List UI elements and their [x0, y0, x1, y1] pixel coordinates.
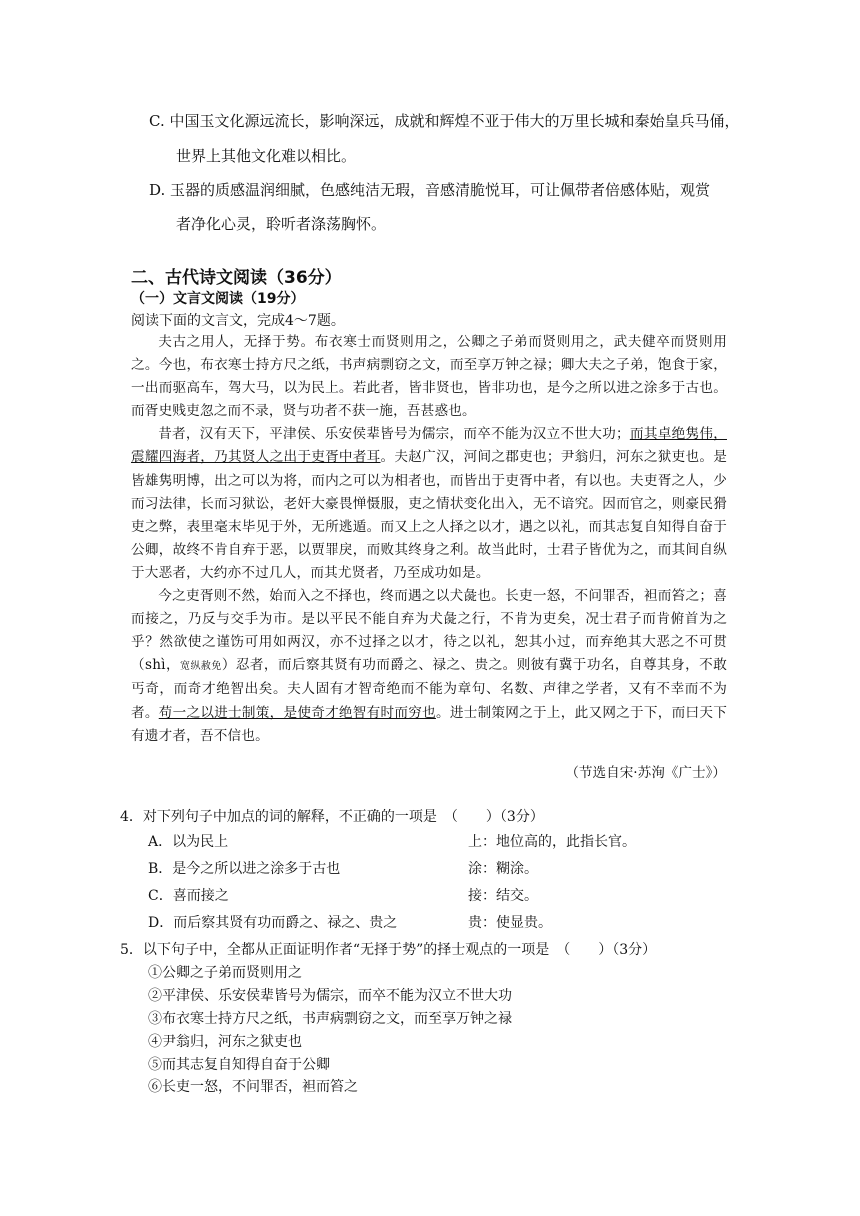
q4-option-d-explanation: 贵：使显贵。: [468, 915, 552, 931]
question-5-stem: 5．以下句子中，全都从正面证明作者“无择于势”的择士观点的一项是 （ ）（3分）: [120, 942, 657, 958]
q5-item: ⑥长吏一怒，不问罪否，袒而笞之: [148, 1079, 358, 1095]
p2-underlined-sentence: 而其卓绝隽伟，震耀四海者，乃其贤人之出于吏胥中者耳: [131, 426, 727, 466]
option-d-line1: D. 玉器的质感温润细腻，色感纯洁无瑕，音感清脆悦耳，可让佩带者倍感体贴，观赏: [149, 181, 711, 199]
q5-item: ①公卿之子弟而贤则用之: [148, 965, 302, 981]
p2-text-a: 昔者，汉有天下，平津侯、乐安侯辈皆号为儒宗，而卒不能为汉立不世大功；: [158, 426, 630, 443]
option-c-line1: C. 中国玉文化源远流长，影响深远，成就和辉煌不亚于伟大的万里长城和秦始皇兵马俑，: [149, 112, 740, 130]
passage-paragraph-1: 夫古之用人，无择于势。布衣寒士而贤则用之，公卿之子弟而贤则用之，武夫健卒而贤则用之。今也，布衣寒士持方尺之纸，书声病剽窃之文，而至享万钟之禄；卿大夫之子弟，饱食于家，一出而驱高车，驾大马，以为民上。若此者，皆非贤也，皆非功也，是今之所以进之涂多于古也。而胥史贱吏忽之而不录，贤与功者不获一施，吾甚惑也。: [131, 334, 727, 420]
passage-paragraph-2: [131, 423, 727, 585]
q5-item: ⑤而其志复自知得自奋于公卿: [148, 1057, 330, 1073]
q5-item: ③布衣寒士持方尺之纸，书声病剽窃之文，而至享万钟之禄: [148, 1011, 512, 1027]
q5-item: ④尹翁归，河东之狱吏也: [148, 1034, 302, 1050]
subsection-title: （一）文言文阅读（19分）: [131, 291, 305, 307]
passage-paragraph-3: [131, 585, 727, 748]
p3-text-a: 今之吏胥则不然，始而入之不择也，终而遇之以犬彘也。长吏一怒，不问罪否，袒而笞之；喜而接之，乃反与交手为市。是以平民不能自弃为犬彘之行，不肯为吏矣，况士君子而肯俯首为之乎？然欲使之谨饬可用如两汉，亦不过择之以才，待之以礼，恕其小过，而弃绝其大恶之不可贯（shì，: [131, 588, 727, 674]
option-c-line2: 世界上其他文化难以相比。: [176, 147, 357, 165]
option-d-line2: 者净化心灵，聆听者涤荡胸怀。: [176, 215, 387, 233]
p2-text-b: 。夫赵广汉，河间之郡吏也；尹翁归，河东之狱吏也。是皆雄隽明博，出之可以为将，而内之可以为相者也，而皆出于吏胥中者，有以也。夫吏胥之人，少而习法律，长而习狱讼，老奸大豪畏惮慑服，吏之情状变化出入，无不谙究。因而官之，则豪民猾吏之弊，表里毫末毕见于外，无所逃遁。而又上之人择之以才，遇之以礼，而其志复自知得自奋于公卿，故终不肯自弃于恶，以贾罪戾，而败其终身之利。故当此时，士君子皆优为之，而其间自纵于大恶者，大约亦不过几人，而其尤贤者，乃至成功如是。: [131, 449, 727, 581]
question-4-stem: 4．对下列句子中加点的词的解释，不正确的一项是 （ ）（3分）: [120, 809, 544, 825]
q5-item: ②平津侯、乐安侯辈皆号为儒宗，而卒不能为汉立不世大功: [148, 988, 512, 1004]
q4-option-c: C．喜而接之: [148, 888, 229, 904]
classical-passage: [131, 331, 727, 748]
q4-option-a: A．以为民上: [148, 834, 229, 850]
p3-text-b: ）忍者，而后察其贤有功而爵之、禄之、贵之。则彼有冀于功名，自尊其身，不敢丐奇，而奇才绝智出矣。夫人固有才智奇绝而不能为章句、名数、声律之学者，又有不幸而不为者。: [131, 657, 727, 721]
p3-annotation: 宽纵赦免: [180, 661, 222, 673]
q4-option-b: B．是今之所以进之涂多于古也: [148, 861, 341, 877]
passage-source: （节选自宋·苏洵《广士》）: [565, 765, 726, 781]
p3-underlined-sentence: 苟一之以进士制策，是使奇才绝智有时而穷也: [158, 704, 436, 721]
p3-text-c: 。进士制策网之于上，此又网之于下，而曰天下有遗才者，吾不信也。: [131, 704, 728, 744]
section-title: 二、古代诗文阅读（36分）: [131, 268, 342, 288]
q4-option-a-explanation: 上：地位高的，此指长官。: [468, 834, 636, 850]
q4-option-c-explanation: 接：结交。: [468, 888, 538, 904]
q4-option-b-explanation: 涂：糊涂。: [468, 861, 538, 877]
instructions: 阅读下面的文言文，完成4～7题。: [131, 313, 345, 329]
q4-option-d: D．而后察其贤有功而爵之、禄之、贵之: [148, 915, 398, 931]
